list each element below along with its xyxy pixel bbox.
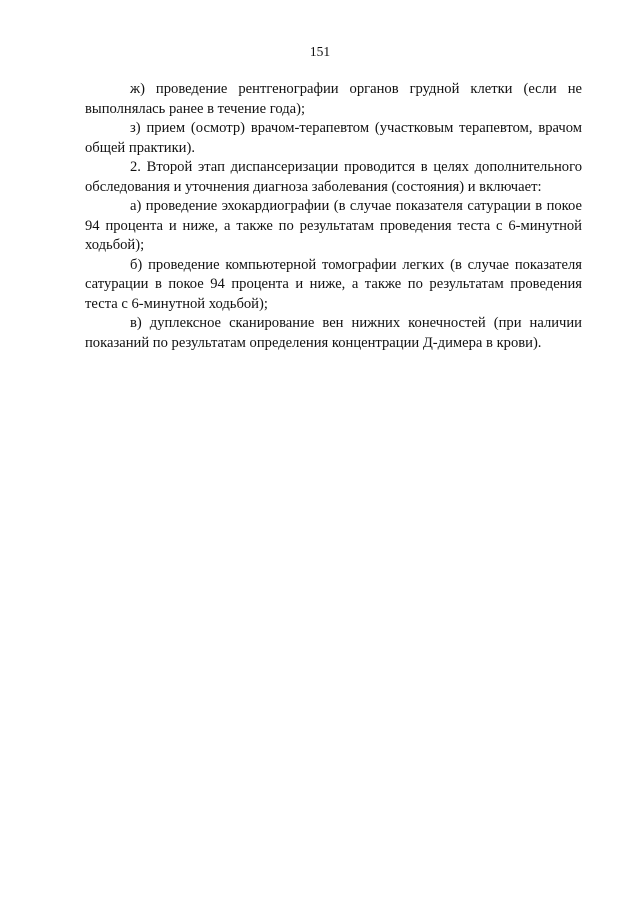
paragraph-item-zh: ж) проведение рентгенографии органов грудной клетки (если не выполнялась ранее в течение года); bbox=[85, 81, 582, 117]
paragraph-item-a: а) проведение эхокардиографии (в случае показателя сатурации в покое 94 процента и ниже, а также по результатам проведения теста с 6-минутной ходьбой); bbox=[85, 198, 582, 253]
paragraph-item-v: в) дуплексное сканирование вен нижних конечностей (при наличии показаний по результатам определения концентрации Д-димера в крови). bbox=[85, 315, 582, 351]
page-number: 151 bbox=[309, 44, 331, 59]
paragraph-item-z: з) прием (осмотр) врачом-терапевтом (участковым терапевтом, врачом общей практики). bbox=[85, 120, 582, 156]
paragraph-second-stage: 2. Второй этап диспансеризации проводится в целях дополнительного обследования и уточнения диагноза заболевания (состояния) и включает: bbox=[85, 159, 582, 195]
document-body bbox=[85, 80, 582, 353]
paragraph-item-b: б) проведение компьютерной томографии легких (в случае показателя сатурации в покое 94 процента и ниже, а также по результатам проведения теста с 6-минутной ходьбой); bbox=[85, 256, 582, 312]
